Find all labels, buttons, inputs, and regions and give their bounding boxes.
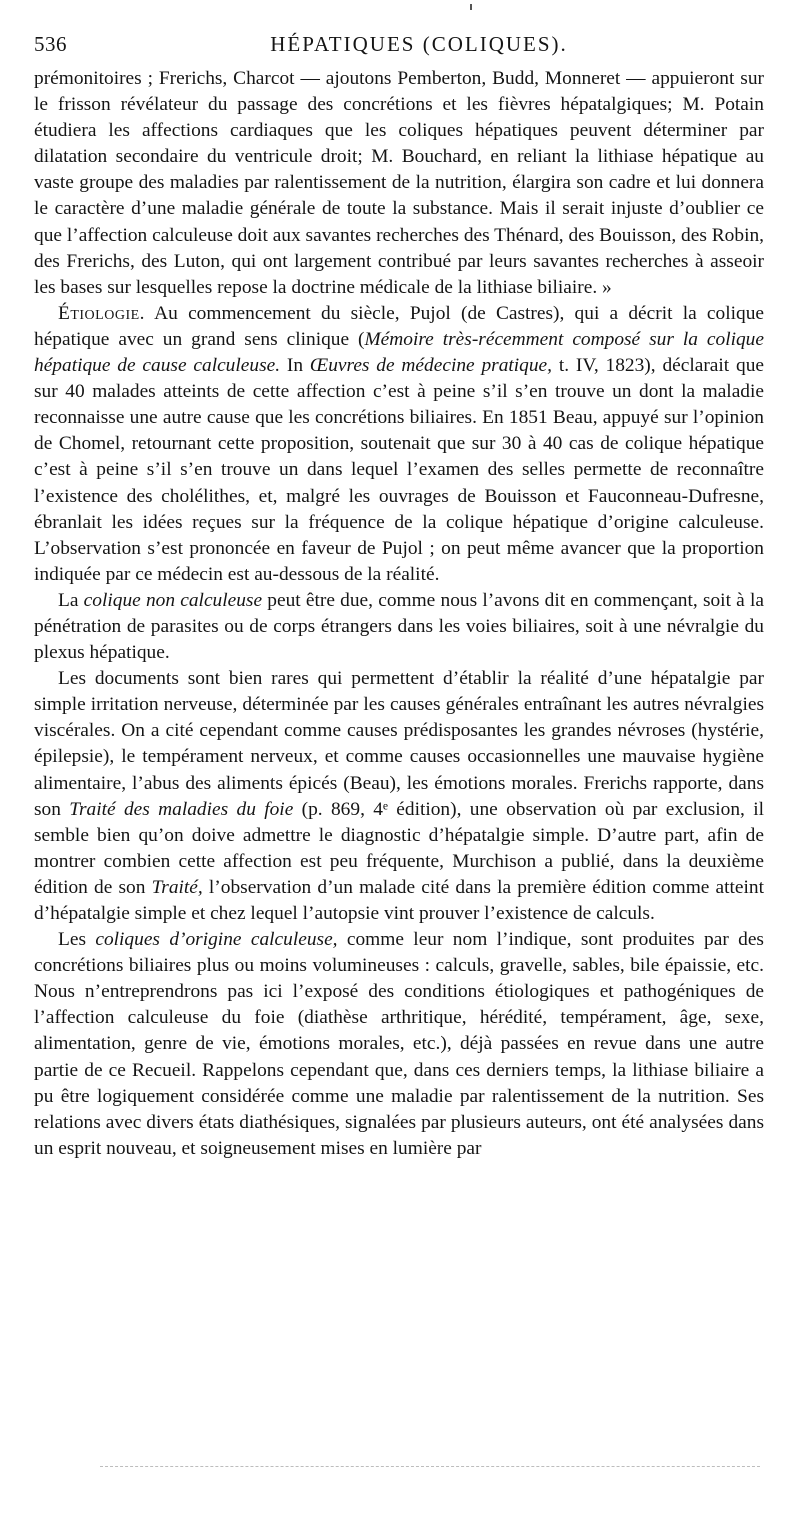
paragraph-colique-non-calculeuse <box>34 588 764 666</box>
italic-run: Traité, <box>151 876 203 898</box>
running-title: HÉPATIQUES (COLIQUES). <box>270 32 568 56</box>
text-run: Les <box>58 929 96 951</box>
text-run: t. IV, 1823), déclarait que sur 40 malades atteints de cette affection c’est à peine s’il s’en trouve un dont la maladie reconnaisse une autre cause que les concrétions biliaires. En 1851 Beau, appuyé sur l’opinion de Chomel, retournant cette proposition, soutenait que sur 30 à 40 cas de colique hépatique c’est à peine s’il s’en trouve un dans lequel l’examen des selles permette de reconnaître l’existence des cholélithes, et, malgré les ouvrages de Bouisson et Fauconneau-Dufresne, ébranlait les idées reçues sur la fréquence de la colique hépatique d’origine calculeuse. L’observation s’est prononcée en faveur de Pujol ; on peut même avancer que la proportion indiquée par ce médecin est au-dessous de la réalité. <box>34 355 764 585</box>
paragraph-continuation <box>34 66 764 301</box>
paragraph-hepatalgie <box>34 666 764 927</box>
italic-run: Mémoire très-récemment composé sur la colique hépatique de cause calculeuse. <box>34 328 764 377</box>
page-number: 536 <box>34 32 67 56</box>
text-run: comme leur nom l’indique, sont produites par des concrétions biliaires plus ou moins volumineuses : calculs, gravelle, sables, bile épaissie, etc. Nous n’entreprendrons pas ici l’exposé des conditions étiologiques et pathogéniques de l’affection calculeuse du foie (diathèse arthritique, hérédité, tempérament, âge, sexe, alimentation, genre de vie, émotions morales, etc.), déjà passées en revue dans une autre partie de ce Recueil. Rappelons cependant que, dans ces derniers temps, la lithiase biliaire a pu être logiquement considérée comme une maladie par ralentissement de la nutrition. Ses relations avec divers états diathésiques, signalées par plusieurs auteurs, ont été analysées dans un esprit nouveau, et soigneusement mises en lumière par <box>34 929 764 1159</box>
text-run: (p. 869, 4ᵉ édition), une observation où par exclusion, il semble bien qu’on doive admettre le diagnostic d’hépatalgie simple. D’autre part, afin de montrer combien cette affection est peu fréquente, Murchison a publié, dans la deuxième édition de son <box>34 798 764 898</box>
printer-mark <box>470 4 472 10</box>
text-run: prémonitoires ; Frerichs, Charcot — ajoutons Pemberton, Budd, Monneret — appuieront sur le frisson révélateur du passage des concrétions et les fièvres hépatalgiques; M. Potain étudiera les affections cardiaques que les coliques hépatiques peuvent déterminer par dilatation secondaire du ventricule droit; M. Bouchard, en reliant la lithiase hépatique au vaste groupe des maladies par ralentissement de la nutrition, élargira son cadre et lui donnera le caractère d’une maladie générale de toute la substance. Mais il serait injuste d’oublier ce que l’affection calculeuse doit aux savantes recherches des Thénard, des Bouisson, des Robin, des Frerichs, des Luton, qui ont largement contribué par leurs savantes recherches à asseoir les bases sur lesquelles repose la doctrine médicale de la lithiase biliaire. » <box>34 68 764 298</box>
italic-run: colique non calculeuse <box>83 589 263 611</box>
italic-run: Traité des maladies du foie <box>69 798 294 820</box>
paragraph-etiologie <box>34 301 764 588</box>
text-run: l’observation d’un malade cité dans la première édition comme atteint d’hépatalgie simple et chez lequel l’autopsie vint prouver l’existence de calculs. <box>34 876 764 924</box>
text-run: Les documents sont bien rares qui permettent d’établir la réalité d’une hépatalgie par simple irritation nerveuse, déterminée par les causes générales entraînant les autres névralgies viscérales. On a cité cependant comme causes prédisposantes les grandes névroses (hystérie, épilepsie), le tempérament nerveux, et comme causes occasionnelles une mauvaise hygiène alimentaire, l’abus des aliments épicés (Beau), les émotions morales. Frerichs rapporte, dans son <box>34 668 764 820</box>
text-run: In <box>280 355 310 377</box>
text-run: Au commencement du siècle, Pujol (de Castres), qui a décrit la colique hépatique avec un grand sens clinique ( <box>34 302 764 350</box>
page-header <box>34 28 764 58</box>
italic-run: coliques d’origine calculeuse, <box>95 929 338 951</box>
italic-run: Œuvres de médecine pratique, <box>309 355 553 377</box>
text-run: La <box>58 589 84 611</box>
paragraph-coliques-calculeuses <box>34 927 764 1162</box>
section-heading: Étiologie. <box>58 302 146 324</box>
page-body <box>34 66 764 1162</box>
text-run: peut être due, comme nous l’avons dit en commençant, soit à la pénétration de parasites ou de corps étrangers dans les voies biliaires, soit à une névralgie du plexus hépatique. <box>34 589 764 664</box>
faint-bleed-through-line <box>100 1466 760 1467</box>
